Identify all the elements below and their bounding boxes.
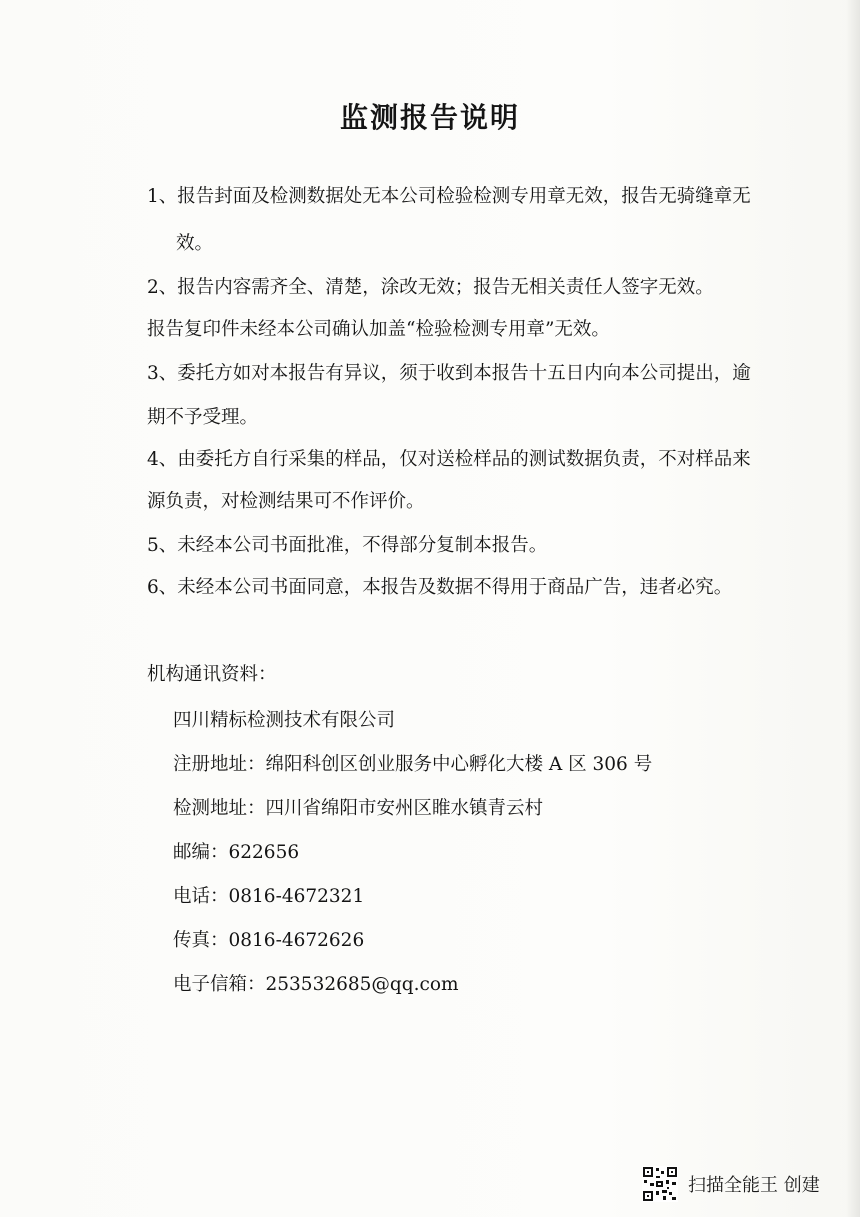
scanner-watermark-text: 扫描全能王 创建 — [688, 1175, 820, 1196]
note-4-line-1: 4、由委托方自行采集的样品，仅对送检样品的测试数据负责，不对样品来 — [147, 449, 751, 470]
phone: 电话：0816-4672321 — [173, 886, 365, 907]
note-5: 5、未经本公司书面批准，不得部分复制本报告。 — [147, 535, 548, 556]
postcode: 邮编：622656 — [173, 842, 300, 863]
qr-code-icon — [642, 1166, 678, 1202]
note-6: 6、未经本公司书面同意，本报告及数据不得用于商品广告，违者必究。 — [147, 577, 733, 598]
testing-address: 检测地址：四川省绵阳市安州区睢水镇青云村 — [173, 798, 544, 819]
contact-heading: 机构通讯资料： — [147, 664, 277, 685]
scanner-watermark — [642, 1166, 820, 1202]
fax: 传真：0816-4672626 — [173, 930, 365, 951]
note-3-line-1: 3、委托方如对本报告有异议，须于收到本报告十五日内向本公司提出，逾 — [147, 363, 751, 384]
email: 电子信箱：253532685@qq.com — [173, 974, 459, 995]
registered-address: 注册地址：绵阳科创区创业服务中心孵化大楼 A 区 306 号 — [173, 754, 653, 775]
note-1-line-2: 效。 — [176, 233, 214, 254]
note-2-line-2: 报告复印件未经本公司确认加盖“检验检测专用章”无效。 — [147, 319, 610, 340]
note-4-line-2: 源负责，对检测结果可不作评价。 — [147, 491, 425, 512]
company-name: 四川精标检测技术有限公司 — [173, 710, 396, 731]
note-2-line-1: 2、报告内容需齐全、清楚，涂改无效；报告无相关责任人签字无效。 — [147, 277, 714, 298]
page-edge-shadow — [846, 0, 860, 1217]
note-3-line-2: 期不予受理。 — [147, 407, 259, 428]
page-title: 监测报告说明 — [339, 101, 520, 134]
note-1-line-1: 1、报告封面及检测数据处无本公司检验检测专用章无效，报告无骑缝章无 — [147, 186, 751, 207]
